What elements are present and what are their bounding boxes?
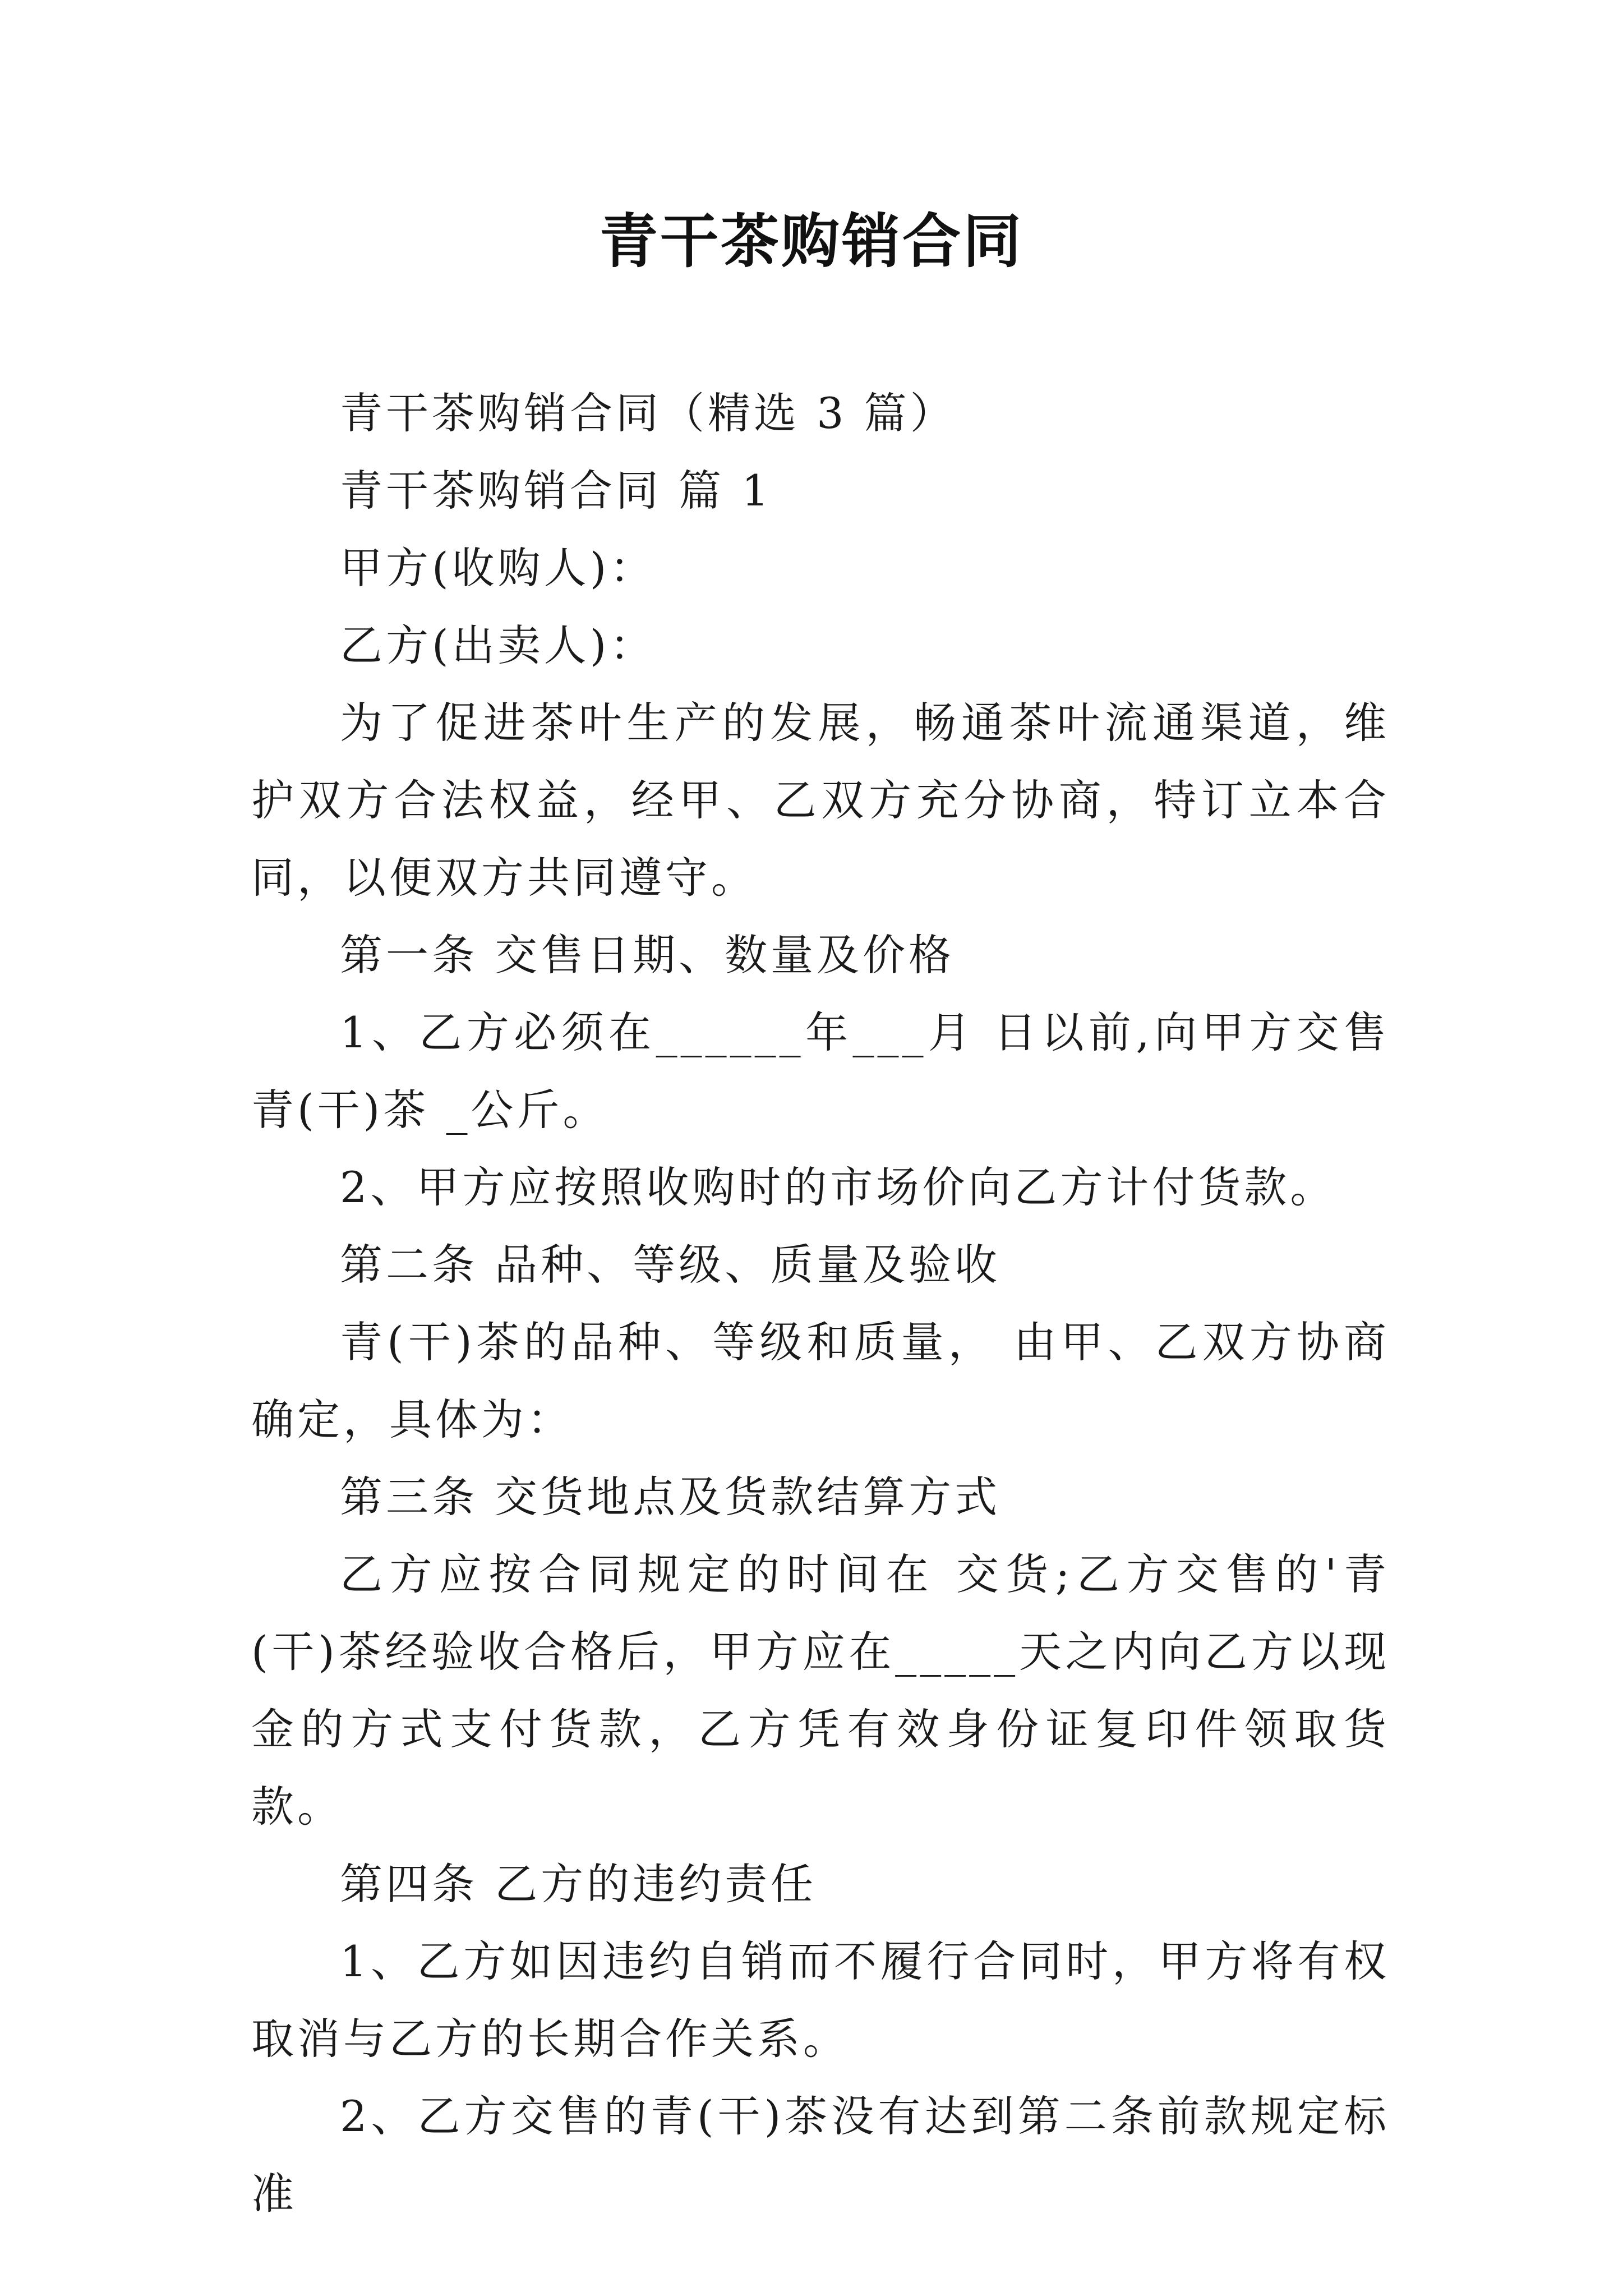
paragraph-article-4-heading: 第四条 乙方的违约责任: [340, 1859, 817, 1909]
document-title: 青干茶购销合同: [599, 206, 1023, 275]
document-body: [251, 375, 1390, 2233]
paragraph-article-4-item-1: 1、乙方如因违约自销而不履行合同时，甲方将有权取消与乙方的长期合作关系。: [251, 1936, 1390, 2064]
paragraph-party-b: 乙方(出卖人)：: [340, 620, 656, 670]
paragraph-article-3-heading: 第三条 交货地点及货款结算方式: [340, 1472, 1001, 1522]
paragraph-subtitle: 青干茶购销合同（精选 3 篇）: [340, 388, 956, 438]
paragraph-party-a: 甲方(收购人)：: [340, 543, 656, 593]
paragraph-article-4-item-2: 2、乙方交售的青(干)茶没有达到第二条前款规定标准: [251, 2091, 1390, 2219]
paragraph-article-2-body: 青(干)茶的品种、等级和质量， 由甲、乙双方协商确定，具体为：: [251, 1317, 1390, 1444]
paragraph-article-2-heading: 第二条 品种、等级、质量及验收: [340, 1240, 1001, 1290]
paragraph-article-1-item-2: 2、甲方应按照收购时的市场价向乙方计付货款。: [340, 1162, 1336, 1212]
paragraph-preamble: 为了促进茶叶生产的发展，畅通茶叶流通渠道，维护双方合法权益，经甲、乙双方充分协商，特订立本合同，以便双方共同遵守。: [251, 698, 1390, 903]
paragraph-section-heading: 青干茶购销合同 篇 1: [340, 466, 772, 516]
paragraph-article-1-heading: 第一条 交售日期、数量及价格: [340, 930, 955, 980]
paragraph-article-3-body: 乙方应按合同规定的时间在 交货;乙方交售的'青(干)茶经验收合格后，甲方应在_____天之内向乙方以现金的方式支付货款，乙方凭有效身份证复印件领取货款。: [251, 1549, 1390, 1832]
paragraph-article-1-item-1: 1、乙方必须在______年___月 日以前,向甲方交售青(干)茶 _公斤。: [251, 1007, 1390, 1135]
